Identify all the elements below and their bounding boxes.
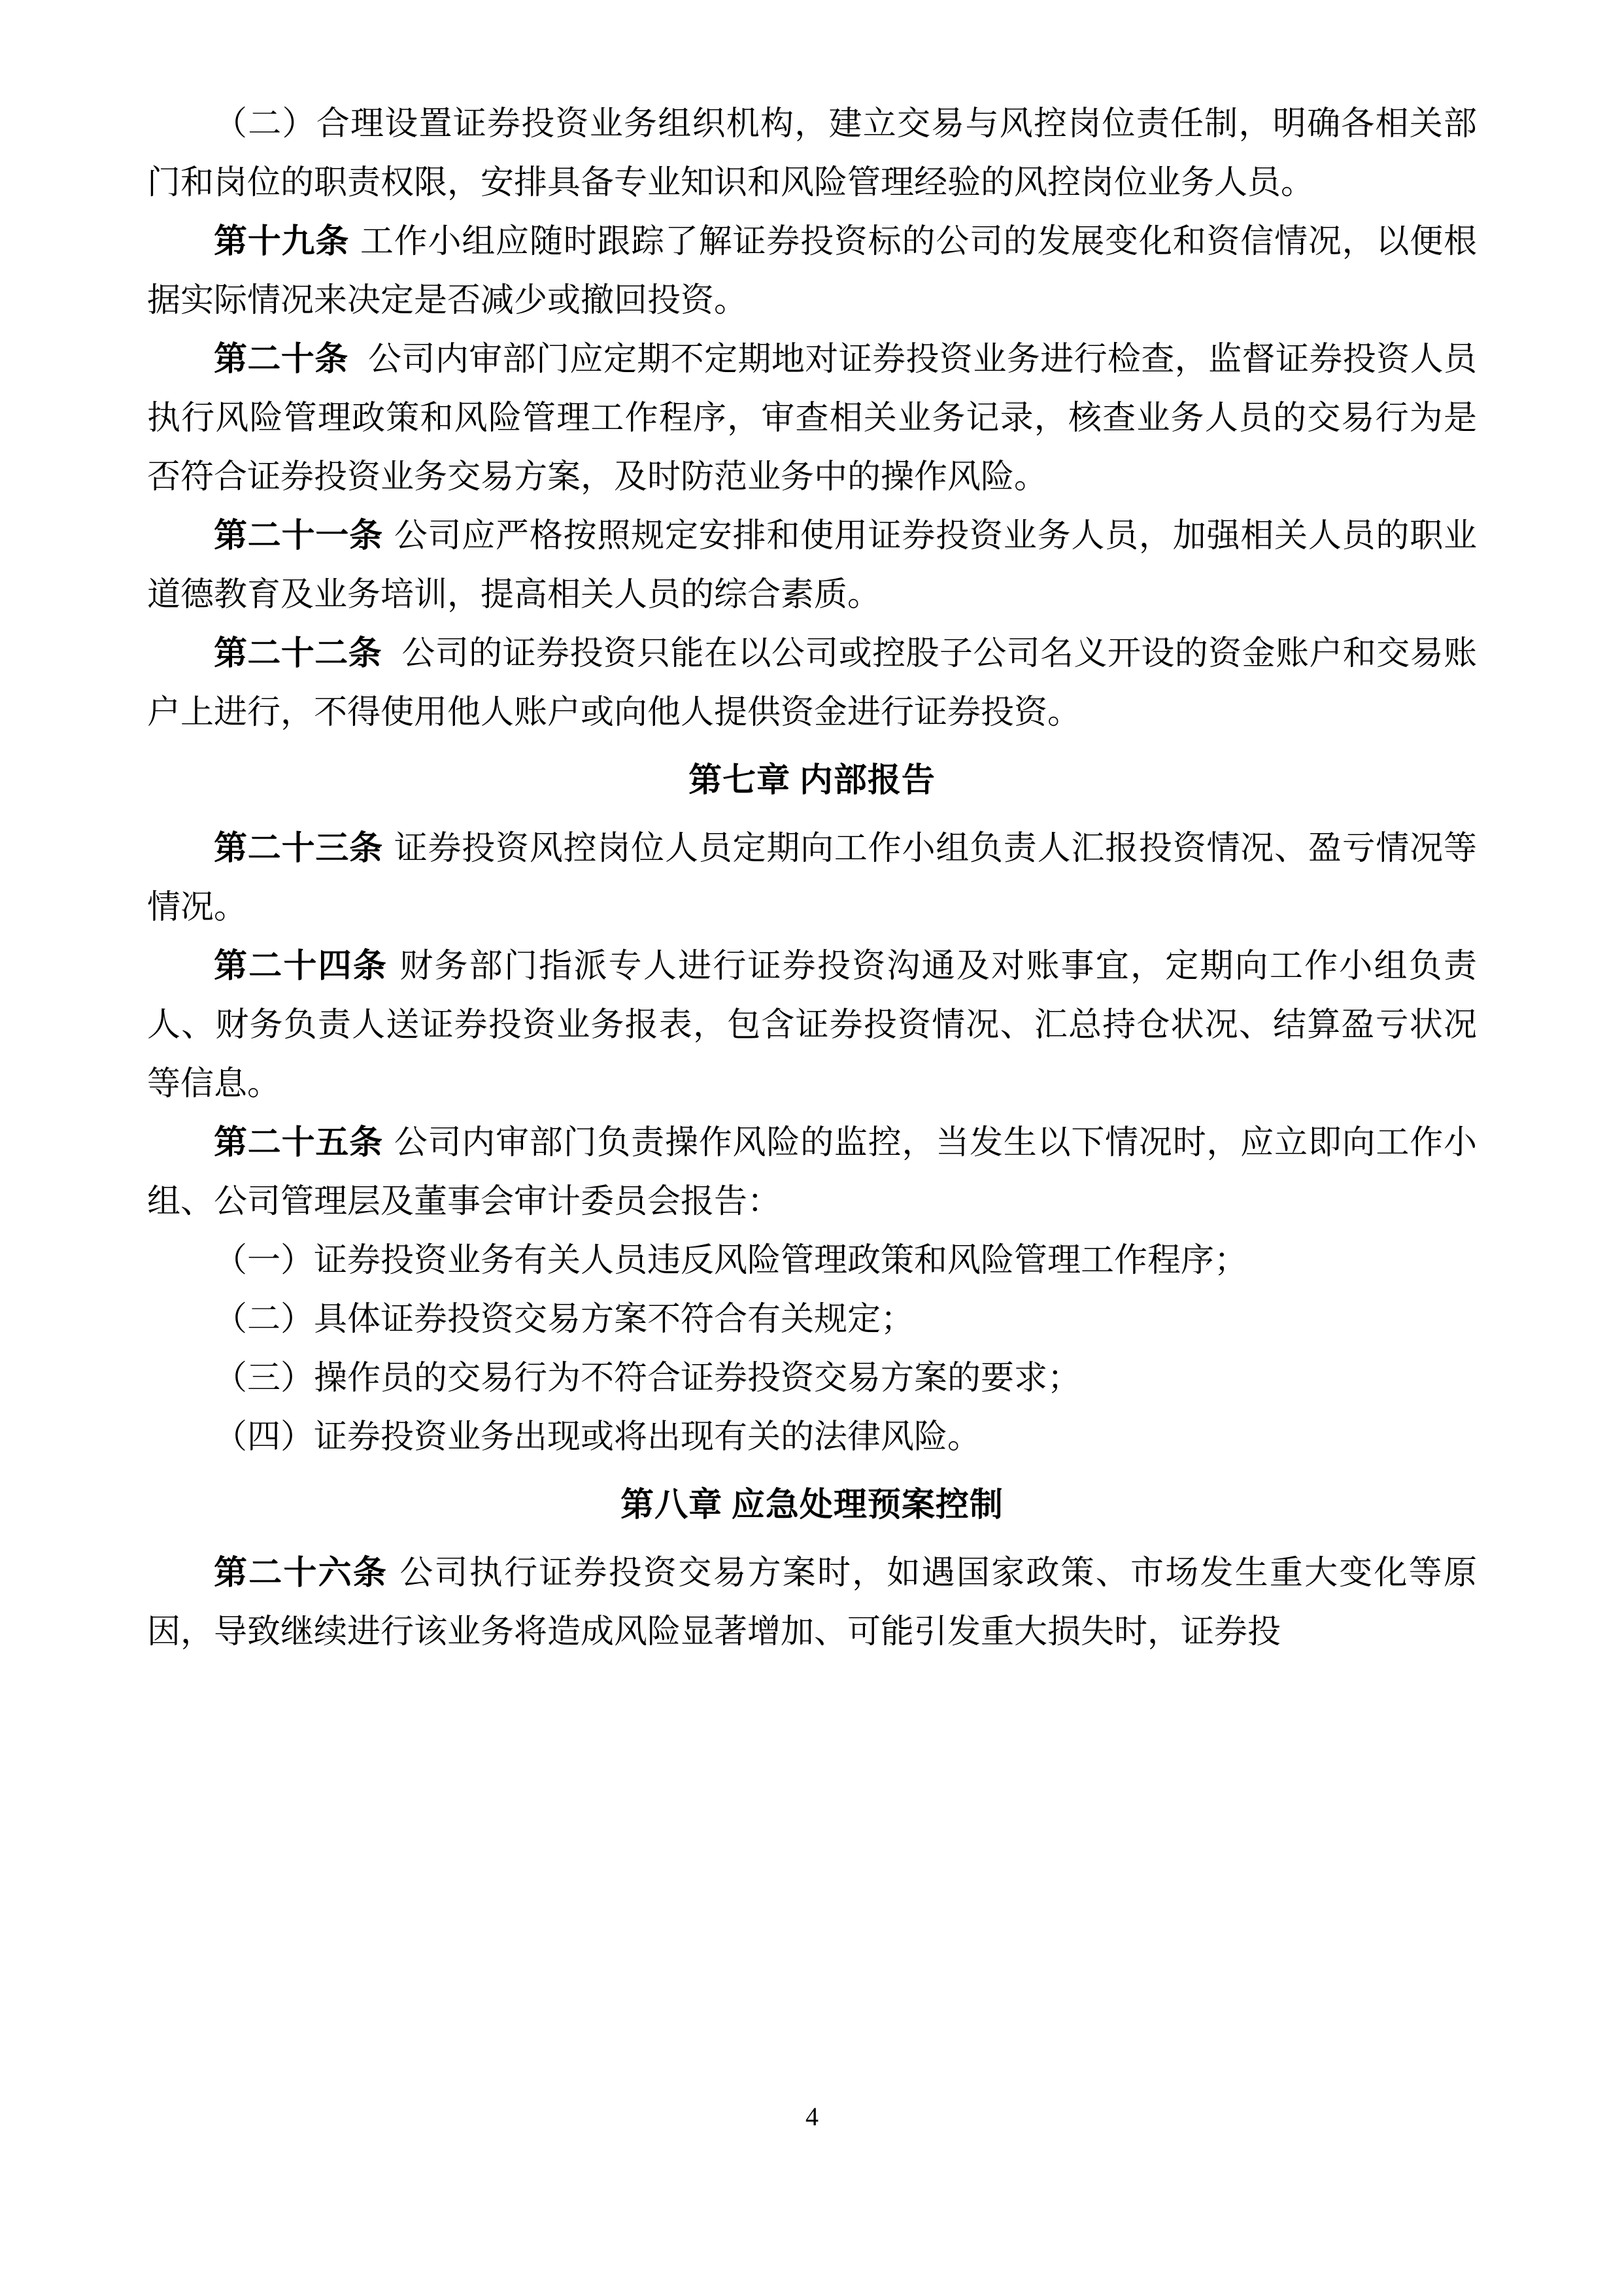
article-19 xyxy=(147,213,1477,330)
article-number: 第二十一条 xyxy=(214,518,383,555)
article-number: 第二十六条 xyxy=(214,1555,388,1592)
article-text: 公司应严格按照规定安排和使用证券投资业务人员，加强相关人员的职业道德教育及业务培训，提高相关人员的综合素质。 xyxy=(147,518,1477,613)
article-23 xyxy=(147,819,1477,937)
article-number: 第二十二条 xyxy=(214,636,382,672)
article-25-item-1 xyxy=(147,1231,1477,1290)
article-25-item-3 xyxy=(147,1349,1477,1408)
article-number: 第二十五条 xyxy=(214,1125,383,1161)
document-body xyxy=(147,95,1477,1662)
article-21 xyxy=(147,507,1477,625)
chapter-7-heading: 第七章 内部报告 xyxy=(688,762,936,799)
article-text: 公司的证券投资只能在以公司或控股子公司名义开设的资金账户和交易账户上进行，不得使用他人账户或向他人提供资金进行证券投资。 xyxy=(147,636,1477,731)
paragraph-text: （一）证券投资业务有关人员违反风险管理政策和风险管理工作程序； xyxy=(214,1242,1248,1279)
paragraph-text: （三）操作员的交易行为不符合证券投资交易方案的要求； xyxy=(214,1360,1081,1397)
article-24 xyxy=(147,937,1477,1114)
article-26 xyxy=(147,1544,1477,1662)
chapter-8-heading: 第八章 应急处理预案控制 xyxy=(620,1487,1004,1524)
article-text: 公司执行证券投资交易方案时，如遇国家政策、市场发生重大变化等原因，导致继续进行该业务将造成风险显著增加、可能引发重大损失时，证券投 xyxy=(147,1555,1477,1651)
article-text: 证券投资风控岗位人员定期向工作小组负责人汇报投资情况、盈亏情况等情况。 xyxy=(147,831,1477,926)
article-25-item-4 xyxy=(147,1408,1477,1467)
article-25-item-2 xyxy=(147,1290,1477,1349)
page-number: 4 xyxy=(805,2102,819,2131)
article-text: 工作小组应随时跟踪了解证券投资标的公司的发展变化和资信情况，以便根据实际情况来决定是否减少或撤回投资。 xyxy=(147,224,1477,319)
article-20 xyxy=(147,330,1477,507)
article-text: 公司内审部门应定期不定期地对证券投资业务进行检查，监督证券投资人员执行风险管理政策和风险管理工作程序，审查相关业务记录，核查业务人员的交易行为是否符合证券投资业务交易方案，及时防范业务中的操作风险。 xyxy=(147,341,1477,496)
clause-18-item-2 xyxy=(147,95,1477,213)
article-22 xyxy=(147,625,1477,742)
article-number: 第二十条 xyxy=(214,341,348,378)
article-number: 第二十三条 xyxy=(214,831,383,867)
paragraph-text: （四）证券投资业务出现或将出现有关的法律风险。 xyxy=(214,1419,981,1456)
article-25 xyxy=(147,1114,1477,1231)
paragraph-text: （二）具体证券投资交易方案不符合有关规定； xyxy=(214,1301,915,1338)
article-text: 财务部门指派专人进行证券投资沟通及对账事宜，定期向工作小组负责人、财务负责人送证券投资业务报表，包含证券投资情况、汇总持仓状况、结算盈亏状况等信息。 xyxy=(147,948,1477,1103)
paragraph-text: （二）合理设置证券投资业务组织机构，建立交易与风控岗位责任制，明确各相关部门和岗位的职责权限，安排具备专业知识和风险管理经验的风控岗位业务人员。 xyxy=(147,106,1477,201)
article-number: 第十九条 xyxy=(214,224,350,260)
article-number: 第二十四条 xyxy=(214,948,388,985)
article-text: 公司内审部门负责操作风险的监控，当发生以下情况时，应立即向工作小组、公司管理层及董事会审计委员会报告： xyxy=(147,1125,1477,1220)
